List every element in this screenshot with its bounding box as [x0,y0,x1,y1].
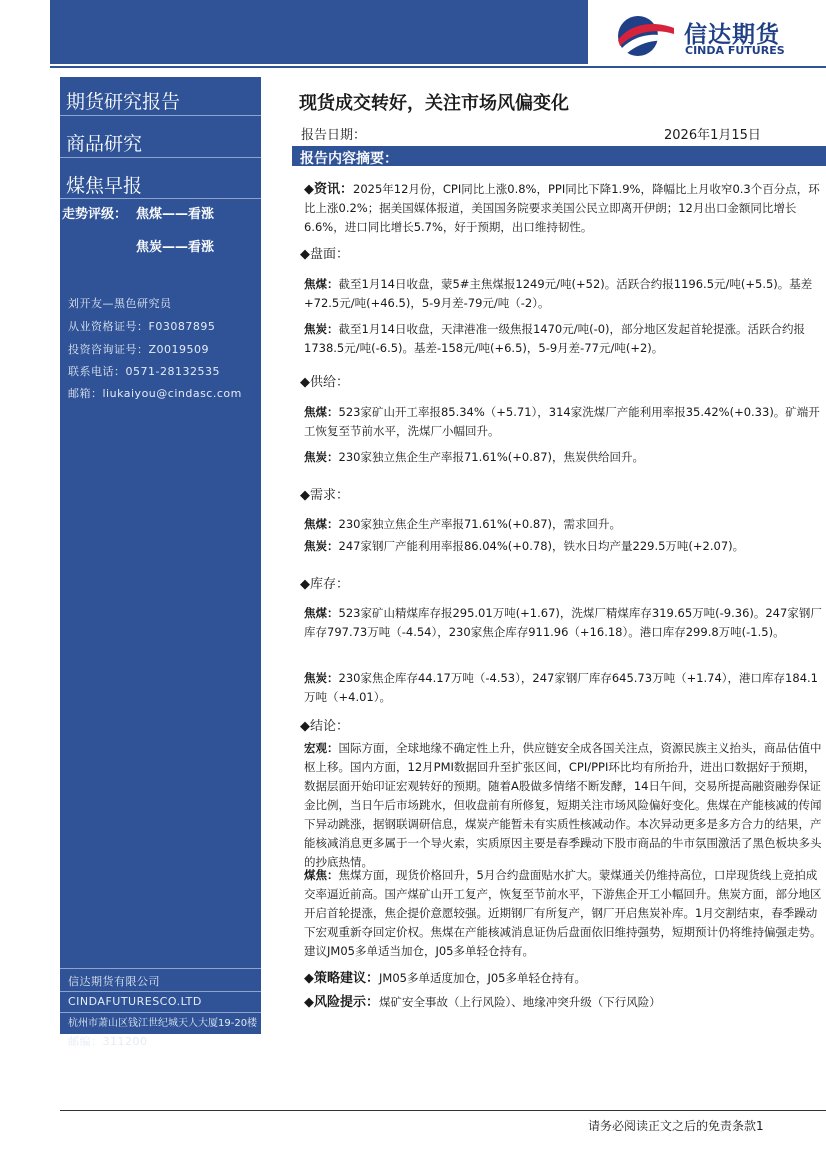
news-section [304,180,826,237]
strategy-paragraph [304,969,826,988]
risk-heading: ◆风险提示： [304,995,379,1010]
brand-name-cn: 信达期货 [684,22,780,48]
company-name-en: CINDAFUTURESCO.LTD [68,995,202,1008]
inventory-coke-paragraph [304,669,826,707]
trend-rating-label: 走势评级： [62,207,128,222]
news-text: 2025年12月份，CPI同比上涨0.8%，PPI同比下降1.9%，降幅比上月收窄0.3个百分点，环比上涨0.2%；据美国媒体报道，美国国务院要求美国公民立即离开伊朗；12月出口金额同比增长6.6%，进口同比增长5.7%，好于预期，出口维持韧性。 [304,182,820,234]
market-coke-text: 截至1月14日收盘，天津港准一级焦报1470元/吨(-0)，部分地区发起首轮提涨。活跃合约报1738.5元/吨(-6.5)。基差-158元/吨(+6.5)，5-9月差-77元/吨(+2)。 [304,322,806,355]
analyst-name: 刘开友—黑色研究员 [68,297,172,310]
market-coke-label: 焦炭： [304,322,339,336]
supply-coking-coal-label: 焦煤： [304,405,339,419]
macro-text: 国际方面，全球地缘不确定性上升，供应链安全成各国关注点，资源民族主义抬头，商品估值中枢上移。国内方面，12月PMI数据回升至扩张区间，CPI/PPI环比均有所抬升，进出口数据好于预期，数据层面开始印证宏观转好的预期。随着A股做多情绪不断发酵，14日午间，交易所提高融资融券保证金比例，当日午后市场跳水，但收盘前有所修复，短期关注市场风险偏好变化。焦煤在产能核减的传闻下异动跳涨，据钢联调研信息，煤炭产能暂未有实质性核减动作。本次异动更多是多方合力的结果，产能核减消息更多属于一个导火索，实质原因主要是春季躁动下股市商品的牛市氛围激活了黑色板块多头的抄底热情。 [304,741,822,869]
supply-coking-coal-text: 523家矿山开工率报85.34%（+5.71），314家洗煤厂产能利用率报35.42%(+0.33)。矿端开工恢复至节前水平，洗煤厂小幅回升。 [304,405,820,438]
company-postcode: 邮编：311200 [68,1035,148,1048]
sidebar-title-category: 商品研究 [66,133,143,155]
coal-coke-label: 煤焦： [304,868,339,882]
news-heading: ◆资讯： [304,182,353,197]
strategy-text: JM05多单适度加仓，J05多单轻仓持有。 [379,971,586,985]
market-coking-coal-paragraph [304,275,826,313]
sidebar-divider [60,198,261,199]
coal-coke-text: 焦煤方面，现货价格回升，5月合约盘面贴水扩大。蒙煤通关仍维持高位，口岸现货线上竞拍成交率逼近前高。国产煤矿山开工复产，恢复至节前水平，下游焦企开工小幅回升。焦炭方面，部分地区开启首轮提涨，焦企提价意愿较强。近期钢厂有所复产，钢厂开启焦炭补库。1月交割结束，春季躁动下宏观重新夺回定价权。焦煤在产能核减消息证伪后盘面依旧维持强势，短期预计仍将维持偏强走势。建议JM05多单适当加仓，J05多单轻仓持有。 [304,868,822,958]
sidebar-title-report-type: 期货研究报告 [66,91,181,113]
risk-text: 煤矿安全事故（上行风险）、地缘冲突升级（下行风险） [379,995,661,1009]
demand-coking-coal-text: 230家独立焦企生产率报71.61%(+0.87)，需求回升。 [338,517,622,531]
supply-coke-paragraph [304,448,826,467]
inventory-coke-label: 焦炭： [304,671,339,685]
inventory-coking-coal-paragraph [304,604,826,642]
analyst-email: 邮箱：liukaiyou@cindasc.com [68,387,242,400]
report-date-label: 报告日期： [301,128,367,143]
trend-rating-coke: 焦炭——看涨 [136,240,215,255]
brand-logo [612,14,802,62]
risk-paragraph [304,993,826,1012]
report-date-value: 2026年1月15日 [664,128,761,143]
supply-coke-text: 230家独立焦企生产率报71.61%(+0.87)，焦炭供给回升。 [338,450,645,464]
coal-coke-paragraph [304,866,826,962]
sidebar-title-report-name: 煤焦早报 [66,175,143,197]
macro-label: 宏观： [304,741,339,755]
inventory-coking-coal-text: 523家矿山精煤库存报295.01万吨(+1.67)，洗煤厂精煤库存319.65万吨(-9.36)。247家钢厂库存797.73万吨（-4.54），230家焦企库存911.96（+16.18）。港口库存299.8万吨(-1.5)。 [304,606,822,639]
analyst-phone: 联系电话：0571-28132535 [68,365,220,378]
sidebar-divider [60,1012,261,1013]
footer-divider [60,1110,826,1111]
demand-heading: ◆需求： [300,488,349,503]
market-coking-coal-text: 截至1月14日收盘，蒙5#主焦煤报1249元/吨(+52)。活跃合约报1196.5元/吨(+5.5)。基差+72.5元/吨(+46.5)，5-9月差-79元/吨（-2）。 [304,277,813,310]
market-coke-paragraph [304,320,826,358]
strategy-heading: ◆策略建议： [304,971,379,986]
header-divider [50,66,826,68]
inventory-heading: ◆库存： [300,577,349,592]
inventory-coke-text: 230家焦企库存44.17万吨（-4.53），247家钢厂库存645.73万吨（+1.74），港口库存184.1万吨（+4.01）。 [304,671,818,704]
demand-coke-label: 焦炭： [304,539,339,553]
report-title: 现货成交转好，关注市场风偏变化 [299,93,569,114]
left-sidebar [60,77,261,1048]
demand-coking-coal-paragraph [304,515,826,534]
sidebar-divider [60,115,261,116]
demand-coking-coal-label: 焦煤： [304,517,339,531]
inventory-coking-coal-label: 焦煤： [304,606,339,620]
brand-name-en: CINDA FUTURES [685,44,785,57]
demand-coke-text: 247家钢厂产能利用率报86.04%(+0.78)，铁水日均产量229.5万吨(+2.07)。 [338,539,745,553]
analyst-qualification: 从业资格证号：F03087895 [68,320,216,333]
summary-header-label: 报告内容摘要： [300,151,398,167]
trend-rating-coking-coal: 焦煤——看涨 [136,207,215,222]
company-name-cn: 信达期货有限公司 [68,975,160,988]
header-banner [50,0,588,64]
disclaimer-note: 请务必阅读正文之后的免责条款1 [588,1119,764,1133]
market-heading: ◆盘面： [300,247,349,262]
analyst-consulting-cert: 投资咨询证号：Z0019509 [68,343,210,356]
supply-coke-label: 焦炭： [304,450,339,464]
cinda-logo-mark-icon [612,14,676,58]
demand-coke-paragraph [304,537,826,556]
sidebar-divider [60,157,261,158]
macro-paragraph [304,739,826,869]
sidebar-divider [60,968,261,969]
summary-header-bar [292,146,826,166]
company-address: 杭州市萧山区钱江世纪城天人大厦19-20楼 [68,1018,258,1029]
supply-heading: ◆供给： [300,375,349,390]
market-coking-coal-label: 焦煤： [304,277,339,291]
sidebar-divider [60,991,261,992]
conclusion-heading: ◆结论： [300,719,349,734]
supply-coking-coal-paragraph [304,403,826,441]
